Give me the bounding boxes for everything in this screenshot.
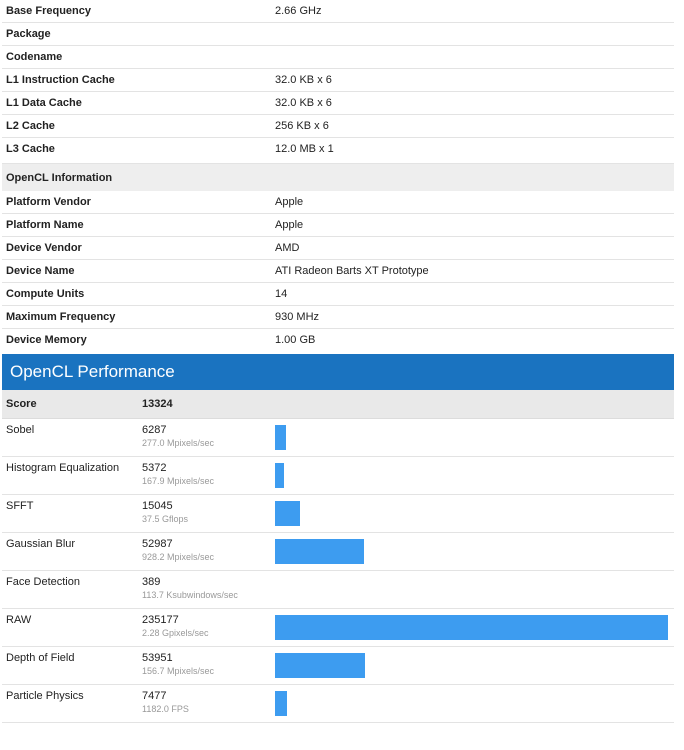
info-row xyxy=(2,214,674,237)
info-label: Device Memory xyxy=(2,329,271,352)
test-score: 53951 xyxy=(142,652,173,664)
info-label: L1 Instruction Cache xyxy=(2,69,271,92)
score-label: Score xyxy=(6,398,37,410)
info-row xyxy=(2,0,674,23)
info-value: Apple xyxy=(271,214,674,237)
test-name: Depth of Field xyxy=(6,652,75,664)
info-value xyxy=(271,46,674,69)
test-row xyxy=(2,571,674,609)
test-score: 15045 xyxy=(142,500,173,512)
test-score: 5372 xyxy=(142,462,167,474)
system-info-table xyxy=(2,0,674,160)
info-label: Maximum Frequency xyxy=(2,306,271,329)
test-name: Face Detection xyxy=(6,576,80,588)
info-value: 32.0 KB x 6 xyxy=(271,69,674,92)
info-row xyxy=(2,329,674,352)
info-value: 1.00 GB xyxy=(271,329,674,352)
info-row xyxy=(2,191,674,214)
benchmark-page xyxy=(2,0,674,723)
test-detail: 167.9 Mpixels/sec xyxy=(142,476,215,486)
score-bar xyxy=(275,539,364,564)
test-row xyxy=(2,685,674,723)
test-detail: 156.7 Mpixels/sec xyxy=(142,666,215,676)
opencl-info-header xyxy=(2,163,674,191)
info-row xyxy=(2,283,674,306)
info-value: ATI Radeon Barts XT Prototype xyxy=(271,260,674,283)
info-row xyxy=(2,306,674,329)
info-value xyxy=(271,23,674,46)
score-bar xyxy=(275,653,365,678)
test-detail: 113.7 Ksubwindows/sec xyxy=(142,590,238,600)
test-row xyxy=(2,609,674,647)
info-label: Device Name xyxy=(2,260,271,283)
score-bar xyxy=(275,691,287,716)
test-score: 389 xyxy=(142,576,161,588)
performance-title: OpenCL Performance xyxy=(10,362,175,381)
info-value: 12.0 MB x 1 xyxy=(271,138,674,161)
info-label: Base Frequency xyxy=(6,5,91,17)
info-row xyxy=(2,260,674,283)
info-label: L1 Data Cache xyxy=(2,92,271,115)
test-row xyxy=(2,533,674,571)
info-label: Package xyxy=(2,23,271,46)
info-value: Apple xyxy=(275,196,304,208)
test-score: 7477 xyxy=(142,690,167,702)
test-row xyxy=(2,419,674,457)
info-row xyxy=(2,46,674,69)
score-row xyxy=(2,390,674,419)
test-score: 235177 xyxy=(142,614,179,626)
info-label: L3 Cache xyxy=(2,138,271,161)
test-detail: 37.5 Gflops xyxy=(142,514,189,524)
info-label: Device Vendor xyxy=(2,237,271,260)
info-value: 32.0 KB x 6 xyxy=(271,92,674,115)
info-row xyxy=(2,92,674,115)
test-row xyxy=(2,457,674,495)
info-label: L2 Cache xyxy=(2,115,271,138)
test-name: Histogram Equalization xyxy=(6,462,120,474)
score-bar xyxy=(275,463,284,488)
test-name: Gaussian Blur xyxy=(6,538,76,550)
info-value: 2.66 GHz xyxy=(275,5,322,17)
score-value: 13324 xyxy=(142,398,173,410)
score-bar xyxy=(275,615,668,640)
test-detail: 277.0 Mpixels/sec xyxy=(142,438,215,448)
info-value: 14 xyxy=(271,283,674,306)
test-name: SFFT xyxy=(6,500,34,512)
info-value: AMD xyxy=(271,237,674,260)
opencl-info-table xyxy=(2,191,674,351)
info-row xyxy=(2,237,674,260)
test-name: Particle Physics xyxy=(6,690,84,702)
test-row xyxy=(2,647,674,685)
test-row xyxy=(2,495,674,533)
info-value: 930 MHz xyxy=(271,306,674,329)
score-bar xyxy=(275,425,286,450)
test-detail: 1182.0 FPS xyxy=(142,704,189,714)
test-detail: 928.2 Mpixels/sec xyxy=(142,552,215,562)
info-value: 256 KB x 6 xyxy=(271,115,674,138)
test-name: Sobel xyxy=(6,424,35,436)
info-label: Codename xyxy=(2,46,271,69)
info-row xyxy=(2,23,674,46)
info-row xyxy=(2,115,674,138)
info-row xyxy=(2,138,674,161)
info-label: Platform Vendor xyxy=(6,196,91,208)
opencl-info-title: OpenCL Information xyxy=(6,171,113,184)
test-score: 6287 xyxy=(142,424,167,436)
info-label: Platform Name xyxy=(2,214,271,237)
performance-header xyxy=(2,354,674,390)
performance-results xyxy=(2,419,674,723)
test-score: 52987 xyxy=(142,538,173,550)
test-detail: 2.28 Gpixels/sec xyxy=(142,628,209,638)
score-bar xyxy=(275,501,300,526)
info-row xyxy=(2,69,674,92)
test-name: RAW xyxy=(6,614,32,626)
info-label: Compute Units xyxy=(2,283,271,306)
